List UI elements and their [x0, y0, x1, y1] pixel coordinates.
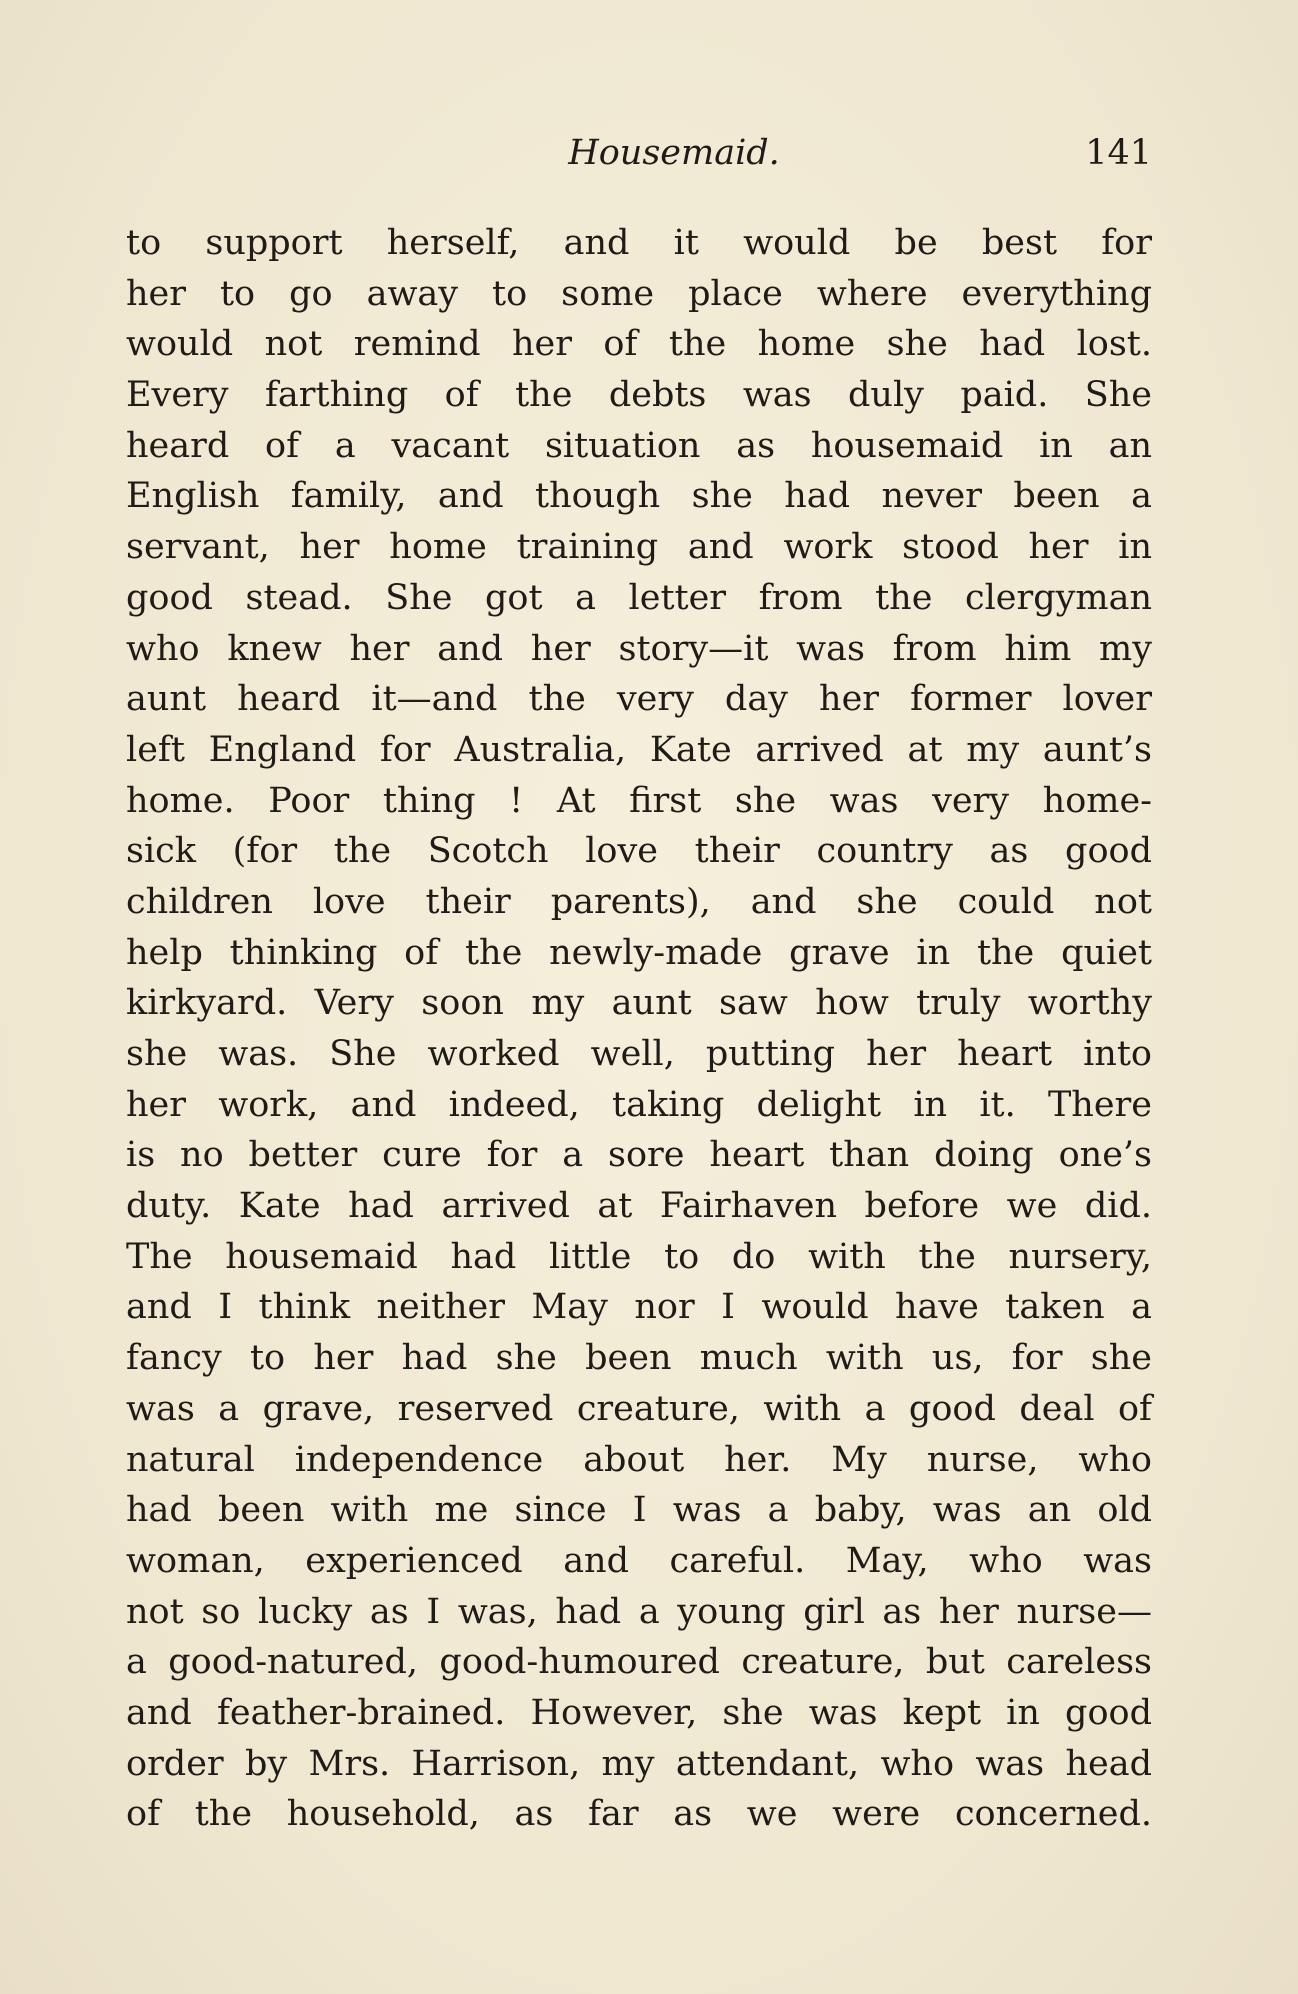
body-text — [126, 218, 1152, 1840]
text-line: Every farthing of the debts was duly paid. She — [126, 375, 1152, 416]
text-line: a good-natured, good-humoured creature, but careless — [126, 1642, 1152, 1683]
text-line: her to go away to some place where everything — [126, 273, 1152, 314]
text-line: and feather-brained. However, she was kept in good — [126, 1692, 1152, 1733]
text-line: kirkyard. Very soon my aunt saw how truly worthy — [126, 983, 1152, 1024]
page-number: 141 — [1085, 133, 1152, 173]
text-line: and I think neither May nor I would have taken a — [126, 1287, 1152, 1328]
text-line: heard of a vacant situation as housemaid in an — [126, 425, 1152, 466]
text-line: left England for Australia, Kate arrived at my aunt’s — [126, 729, 1152, 770]
text-line: help thinking of the newly-made grave in the quiet — [126, 932, 1152, 973]
text-line: good stead. She got a letter from the clergyman — [126, 577, 1152, 618]
running-title: Housemaid. — [568, 133, 780, 173]
text-line: is no better cure for a sore heart than doing one’s — [126, 1135, 1152, 1176]
text-line: sick (for the Scotch love their country as good — [126, 831, 1152, 872]
running-head — [126, 126, 1152, 180]
text-line: who knew her and her story—it was from him my — [126, 628, 1152, 669]
text-line: order by Mrs. Harrison, my attendant, who was head — [126, 1743, 1152, 1784]
text-line: woman, experienced and careful. May, who was — [126, 1540, 1152, 1581]
text-line: she was. She worked well, putting her heart into — [126, 1034, 1152, 1074]
text-line: The housemaid had little to do with the nursery, — [126, 1236, 1152, 1277]
text-line: fancy to her had she been much with us, for she — [126, 1338, 1152, 1379]
text-line: of the household, as far as we were concerned. — [126, 1794, 1152, 1835]
text-line: servant, her home training and work stood her in — [126, 527, 1152, 568]
text-line: English family, and though she had never been a — [126, 476, 1152, 517]
text-line: not so lucky as I was, had a young girl as her nurse— — [126, 1591, 1152, 1632]
text-line: aunt heard it—and the very day her former lover — [126, 679, 1152, 720]
text-line: to support herself, and it would be best for — [126, 223, 1152, 263]
text-line: duty. Kate had arrived at Fairhaven before we did. — [126, 1186, 1152, 1227]
text-line: natural independence about her. My nurse, who — [126, 1439, 1152, 1480]
text-line: home. Poor thing ! At first she was very home- — [126, 780, 1152, 821]
text-line: her work, and indeed, taking delight in it. There — [126, 1084, 1152, 1125]
text-line: children love their parents), and she could not — [126, 881, 1152, 922]
text-line: had been with me since I was a baby, was an old — [126, 1490, 1152, 1531]
text-line: would not remind her of the home she had lost. — [126, 324, 1152, 365]
text-line: was a grave, reserved creature, with a good deal of — [126, 1388, 1152, 1429]
